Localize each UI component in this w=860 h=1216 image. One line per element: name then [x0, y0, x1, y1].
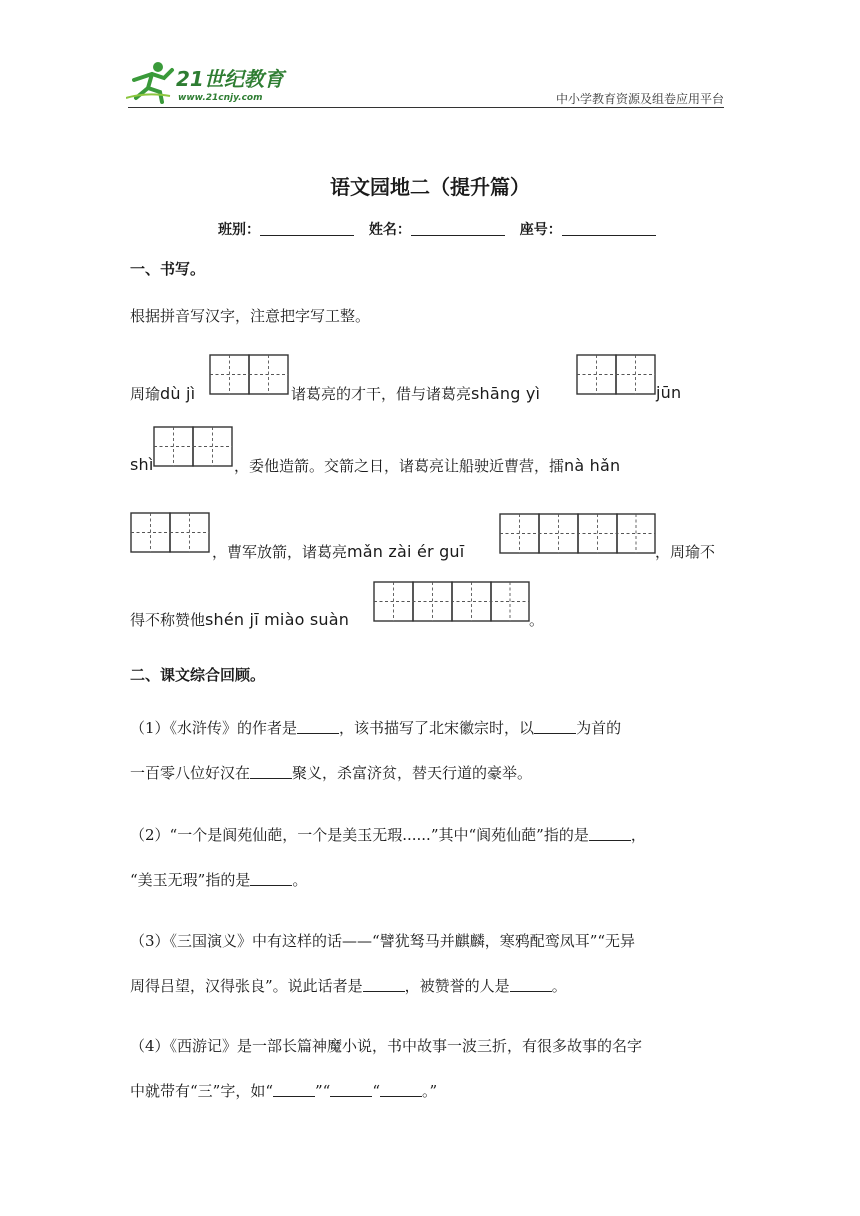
tianzige-box-1[interactable]: [209, 354, 291, 396]
question-4-line-2: [130, 1080, 437, 1101]
q3-text-d: 。: [551, 977, 567, 995]
q3-text-c: ，被赞誉的人是: [404, 977, 510, 995]
q1-text-d: 一百零八位好汉在: [130, 764, 251, 782]
text-fragment: ，曹军放箭，诸葛亮: [212, 543, 348, 561]
writing-line-2: [234, 455, 620, 476]
question-4-line-1: （4）《西游记》是一部长篇神魔小说，书中故事一波三折，有很多故事的名字: [130, 1037, 643, 1055]
blank[interactable]: [273, 1082, 315, 1097]
pinyin-nahan: nà hǎn: [564, 456, 621, 475]
pinyin-dujì: dù jì: [160, 384, 196, 403]
name-label: 姓名：: [368, 222, 411, 238]
blank[interactable]: [380, 1082, 422, 1097]
text-fragment: ，委他造箭。交箭之日，诸葛亮让船驶近曹营，擂: [234, 457, 565, 475]
seat-blank[interactable]: [562, 221, 656, 236]
tianzige-box-6[interactable]: [373, 581, 531, 623]
tianzige-box-3[interactable]: [153, 426, 235, 468]
blank[interactable]: [330, 1082, 372, 1097]
writing-line-3: [212, 541, 464, 562]
section1-heading: 一、书写。: [130, 260, 206, 278]
page-title: 语文园地二（提升篇）: [330, 175, 530, 199]
blank[interactable]: [250, 764, 292, 779]
q1-text-e: 聚义，杀富济贫，替天行道的豪举。: [292, 764, 533, 782]
q4-text-d: “: [372, 1082, 381, 1100]
writing-line-3b: ，周瑜不: [655, 543, 716, 561]
writing-line-1b: [291, 383, 540, 404]
q1-text-c: 为首的: [576, 719, 622, 737]
blank[interactable]: [363, 977, 405, 992]
q2-text-b: ，: [630, 826, 646, 844]
blank[interactable]: [534, 719, 576, 734]
tianzige-box-5[interactable]: [499, 513, 657, 555]
blank[interactable]: [589, 826, 631, 841]
student-info: [218, 219, 666, 239]
text-fragment: 周瑜: [130, 385, 161, 403]
section1-instruction: 根据拼音写汉字，注意把字写工整。: [130, 307, 371, 325]
writing-line-1: [130, 383, 195, 404]
q2-text-c: “美玉无瑕”指的是: [130, 871, 251, 889]
pinyin-shangyi: shāng yì: [471, 384, 541, 403]
q4-text-c: ”“: [315, 1082, 331, 1100]
site-logo: [126, 58, 296, 104]
class-label: 班别：: [218, 222, 260, 238]
blank[interactable]: [297, 719, 339, 734]
blank[interactable]: [250, 871, 292, 886]
question-1-line-2: [130, 762, 532, 783]
logo-text: 21世纪教育: [176, 67, 284, 91]
name-blank[interactable]: [411, 221, 505, 236]
question-3-line-1: （3）《三国演义》中有这样的话——“譬犹驽马并麒麟，寒鸦配鸾凤耳”“无异: [130, 932, 636, 950]
blank[interactable]: [510, 977, 552, 992]
question-2-line-2: [130, 869, 307, 890]
pinyin-manzaiergui: mǎn zài ér guī: [347, 542, 465, 561]
tianzige-box-2[interactable]: [576, 354, 658, 396]
q4-text-e: 。”: [422, 1082, 438, 1100]
question-1-line-1: [130, 717, 621, 738]
runner-icon: [126, 62, 172, 102]
q1-text-b: ，该书描写了北宋徽宗时，以: [339, 719, 535, 737]
q4-text-b: 中就带有“三”字，如“: [130, 1082, 274, 1100]
text-fragment: 诸葛亮的才干，借与诸葛亮: [291, 385, 472, 403]
logo-url: www.21cnjy.com: [178, 93, 263, 103]
question-3-line-2: [130, 975, 567, 996]
writing-line-4: [130, 609, 349, 630]
pinyin-shi: shì: [130, 455, 154, 474]
platform-label: 中小学教育资源及组卷应用平台: [555, 92, 724, 106]
q2-text-d: 。: [292, 871, 308, 889]
writing-line-4b: 。: [529, 611, 545, 629]
q2-text-a: （2）“一个是阆苑仙葩，一个是美玉无瑕......”其中“阆苑仙葩”指的是: [130, 826, 589, 844]
section2-heading: 二、课文综合回顾。: [130, 666, 266, 684]
seat-label: 座号：: [519, 222, 562, 238]
pinyin-shenjimiaosuan: shén jī miào suàn: [205, 610, 350, 629]
text-fragment: 得不称赞他: [130, 611, 206, 629]
class-blank[interactable]: [260, 221, 354, 236]
header-divider: [128, 107, 724, 108]
pinyin-jun: jūn: [656, 383, 682, 402]
q3-text-b: 周得吕望，汉得张良”。说此话者是: [130, 977, 363, 995]
q1-text-a: （1）《水浒传》的作者是: [130, 719, 298, 737]
question-2-line-1: [130, 824, 646, 845]
tianzige-box-4[interactable]: [130, 512, 212, 554]
